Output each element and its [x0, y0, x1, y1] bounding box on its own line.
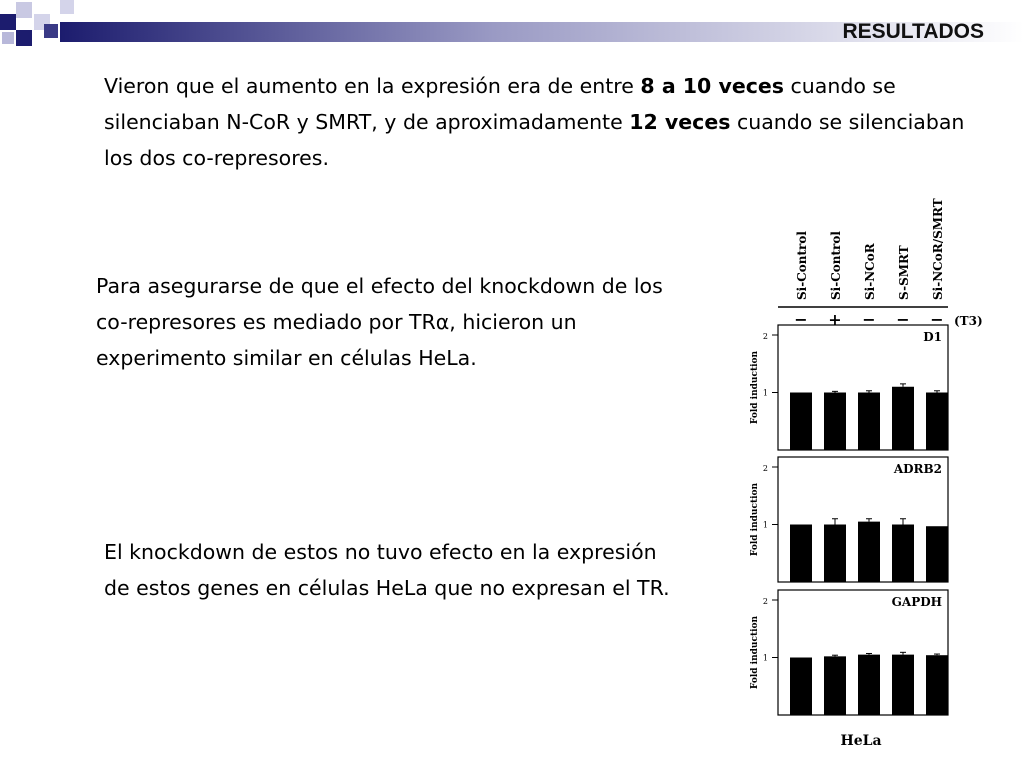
y-tick-label: 1: [762, 388, 768, 398]
y-axis-label: Fold induction: [750, 615, 760, 690]
treatment-sign: −: [862, 310, 876, 329]
bar-chart-figure: [740, 185, 1020, 755]
y-tick-label: 2: [762, 332, 768, 341]
treatment-sign: −: [930, 310, 944, 329]
panel-title: GAPDH: [891, 595, 942, 609]
bar: [892, 655, 914, 715]
bar: [892, 525, 914, 583]
treatment-sign: −: [794, 310, 808, 329]
paragraph-3: El knockdown de estos no tuvo efecto en la expresión de estos genes en células HeLa que no expresan el TR.: [104, 540, 670, 600]
y-tick-label: 1: [762, 520, 768, 530]
bar: [790, 393, 812, 451]
category-label: Si-Control: [795, 231, 809, 300]
category-label: Si-NCoR: [863, 243, 877, 300]
decor-square: [16, 30, 32, 46]
paragraph-2: Para asegurarse de que el efecto del knockdown de los co-represores es mediado por TRα, hicieron un experimento similar en células HeLa.: [96, 274, 663, 370]
bar: [858, 522, 880, 582]
bar: [824, 656, 846, 715]
category-label: S-SMRT: [897, 245, 911, 300]
panel-title: D1: [923, 330, 942, 344]
highlight-12: 12 veces: [629, 110, 731, 134]
treatment-sign: +: [828, 310, 842, 329]
category-label: Si-Control: [829, 231, 843, 300]
decor-square: [2, 32, 14, 44]
paragraph-1: Vieron que el aumento en la expresión era de entre 8 a 10 veces cuando se silenciaban N-CoR y SMRT, y de aproximadamente 12 veces cuando se silenciaban los dos co-represores.: [104, 74, 965, 170]
bar-chart-svg: [740, 185, 1020, 755]
treatment-label: (T3): [954, 314, 983, 328]
x-axis-label: HeLa: [840, 733, 882, 749]
decor-square: [16, 2, 32, 18]
y-axis-label: Fold induction: [750, 350, 760, 425]
bar: [824, 525, 846, 583]
bar: [926, 393, 948, 451]
treatment-sign: −: [896, 310, 910, 329]
category-label: Si-NCoR/SMRT: [931, 198, 945, 300]
highlight-8-10: 8 a 10 veces: [640, 74, 784, 98]
decor-square: [44, 24, 58, 38]
y-tick-label: 2: [762, 597, 768, 606]
y-axis-label: Fold induction: [750, 482, 760, 557]
y-tick-label: 2: [762, 464, 768, 473]
slide-title: RESULTADOS: [842, 20, 984, 43]
bar: [858, 393, 880, 451]
bar: [824, 393, 846, 451]
bar: [926, 526, 948, 582]
bar: [926, 655, 948, 715]
panel-title: ADRB2: [893, 462, 942, 476]
bar: [892, 387, 914, 450]
decor-square: [0, 14, 16, 30]
bar: [790, 525, 812, 583]
decor-square: [60, 0, 74, 14]
bar: [858, 655, 880, 715]
y-tick-label: 1: [762, 653, 768, 663]
bar: [790, 658, 812, 716]
